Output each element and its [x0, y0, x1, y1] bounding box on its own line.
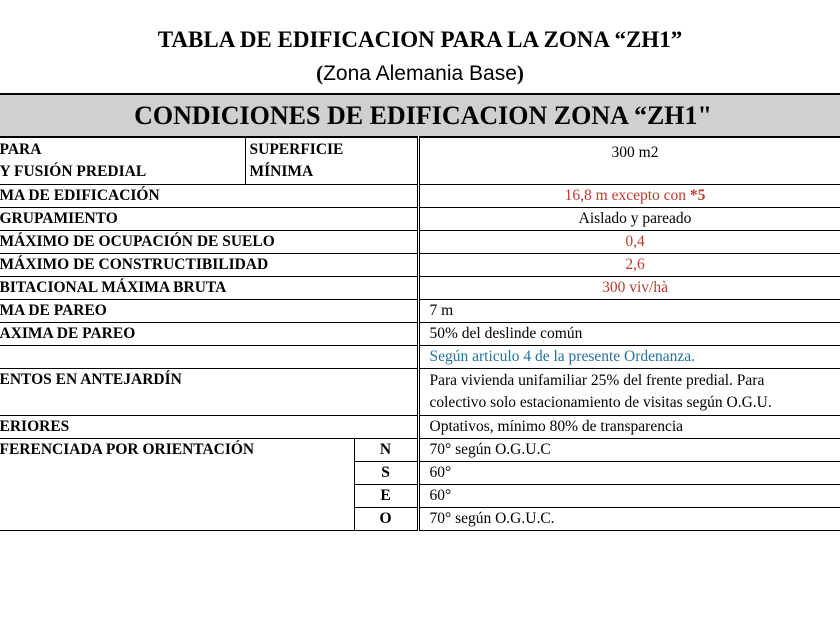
orientation-letter: S [354, 462, 418, 485]
row-label-line: PARA [0, 141, 42, 158]
table-row [0, 254, 840, 277]
row-sublabel-line: MÍNIMA [249, 163, 314, 180]
row-value: 300 viv/hà [418, 277, 840, 300]
table-row [0, 300, 840, 323]
orientation-letter: E [354, 485, 418, 508]
row-value: 60° [418, 485, 840, 508]
row-value: 70° según O.G.U.C. [418, 508, 840, 531]
table-row [0, 137, 840, 185]
subtitle-close-paren: ) [516, 61, 524, 85]
row-value-text: 16,8 m excepto con [564, 187, 690, 204]
row-label: FERENCIADA POR ORIENTACIÓN [0, 439, 354, 531]
row-value-line: colectivo solo estacionamiento de visitas según O.G.U. [429, 394, 772, 411]
row-label [0, 137, 245, 185]
row-value: Optativos, mínimo 80% de transparencia [418, 416, 840, 439]
row-value: Según articulo 4 de la presente Ordenanza. [418, 346, 840, 369]
row-value [418, 137, 840, 185]
subtitle-open-paren: ( [316, 61, 324, 85]
row-label: GRUPAMIENTO [0, 208, 418, 231]
row-label: AXIMA DE PAREO [0, 323, 418, 346]
row-label-text: ENTOS EN ANTEJARDÍN [0, 371, 182, 388]
row-label: BITACIONAL MÁXIMA BRUTA [0, 277, 418, 300]
row-label: MÁXIMO DE OCUPACIÓN DE SUELO [0, 231, 418, 254]
table-row [0, 231, 840, 254]
row-label: MA DE PAREO [0, 300, 418, 323]
row-label [0, 346, 418, 369]
row-label: MÁXIMO DE CONSTRUCTIBILIDAD [0, 254, 418, 277]
row-value-text: 300 m2 [611, 144, 659, 161]
page-title: TABLA DE EDIFICACION PARA LA ZONA “ZH1” [157, 27, 683, 52]
orientation-letter: O [354, 508, 418, 531]
subtitle-text: Zona Alemania Base [323, 62, 517, 85]
row-label: MA DE EDIFICACIÓN [0, 185, 418, 208]
row-value: Aislado y pareado [418, 208, 840, 231]
table-row [0, 439, 840, 462]
row-value: 2,6 [418, 254, 840, 277]
footnote-mark: *5 [689, 187, 706, 204]
table-row [0, 323, 840, 346]
row-value: 0,4 [418, 231, 840, 254]
row-value: 60° [418, 462, 840, 485]
row-sublabel [245, 137, 418, 185]
row-sublabel-line: SUPERFICIE [249, 141, 344, 158]
building-conditions-table-container [0, 93, 840, 548]
orientation-letter: N [354, 439, 418, 462]
row-value [418, 185, 840, 208]
table-row [0, 346, 840, 369]
table-row [0, 416, 840, 439]
page-subtitle [0, 61, 840, 86]
row-label-line: Y FUSIÓN PREDIAL [0, 163, 147, 180]
row-value: 70° según O.G.U.C [418, 439, 840, 462]
building-conditions-table [0, 93, 840, 531]
table-row [0, 369, 840, 416]
row-value [418, 369, 840, 416]
table-row [0, 185, 840, 208]
row-value-line: Para vivienda unifamiliar 25% del frente predial. Para [429, 372, 765, 389]
table-row [0, 277, 840, 300]
table-header: CONDICIONES DE EDIFICACION ZONA “ZH1" [0, 94, 840, 137]
row-label: ERIORES [0, 416, 418, 439]
table-row [0, 208, 840, 231]
row-label [0, 369, 418, 416]
row-value: 50% del deslinde común [418, 323, 840, 346]
row-value: 7 m [418, 300, 840, 323]
table-header-row [0, 94, 840, 137]
